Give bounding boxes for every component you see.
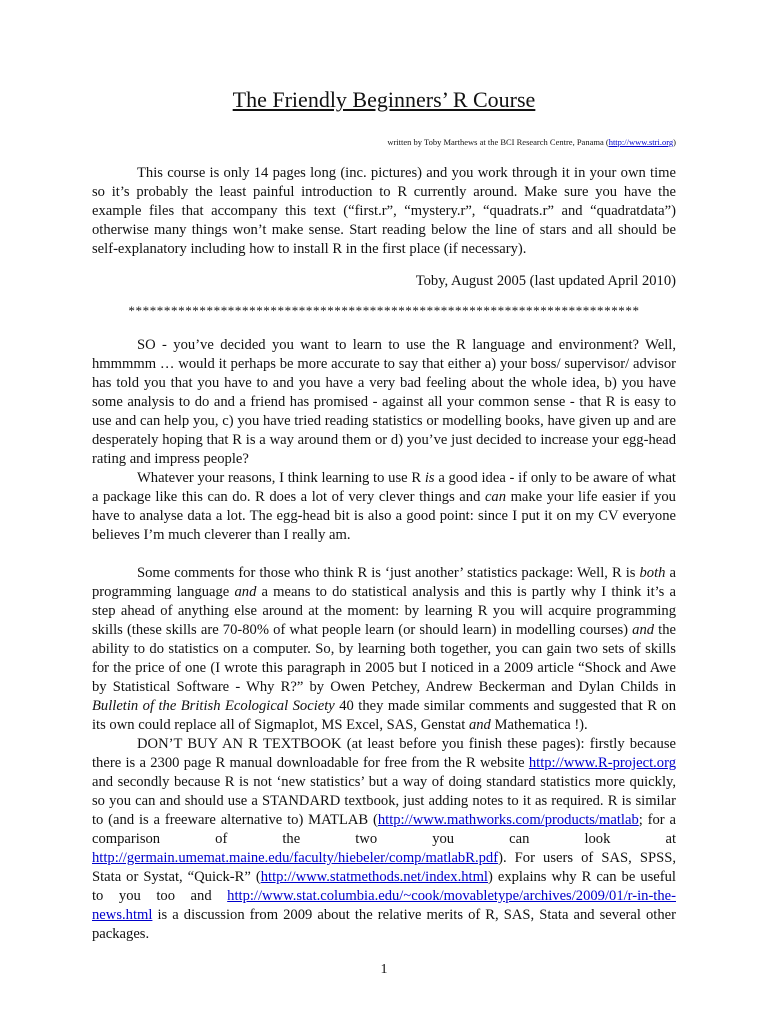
emphasis: can: [484, 489, 507, 505]
emphasis: and: [632, 622, 655, 638]
text: DON’T BUY AN R TEXTBOOK (at least before you finish these pages): firstly because there is a 2300 page R manual downloadable for free from the R website: [92, 736, 676, 771]
text: and secondly because R is not ‘new statistics’ but a way of doing standard statistics more quickly, so you can and should use a STANDARD textbook, just adding notes to it as required. R is similar to (and is a freeware alternative to) MATLAB (: [92, 774, 676, 828]
stri-link[interactable]: http://www.stri.org: [608, 137, 674, 147]
text: a means to do statistical analysis and this is partly why I think it’s a step ahead of anything else around at the moment: by learning R you will acquire programming skills (these skills are 70-80% of what people learn (or should learn) in modelling courses): [92, 584, 677, 638]
emphasis: both: [639, 565, 666, 581]
byline-close: ): [673, 137, 676, 147]
emphasis: and: [234, 584, 257, 600]
matlab-link[interactable]: http://www.mathworks.com/products/matlab: [377, 812, 639, 828]
byline: [92, 136, 676, 148]
signature: Toby, August 2005 (last updated April 2010): [415, 273, 676, 289]
text: ). For users of SAS, SPSS, Stata or Systat, “Quick-R” (: [92, 850, 676, 885]
text: ) explains why R can be useful to you too and: [92, 869, 676, 904]
paragraph-textbook: [92, 735, 676, 944]
paragraph-so: SO - you’ve decided you want to learn to use the R language and environment? Well, hmmmmm … would it perhaps be more accurate to say that either a) your boss/ supervisor/ advisor has told you that you have to and you have a very bad feeling about the whole idea, b) you have some analysis to do and a friend has promised - against all your common sense - that R is easy to use and can help you, c) you have tried reading statistics or modelling books, have given up and are desperately hoping that R is a way around them or d) you’ve just decided to increase your egg-head rating and impress people?: [92, 337, 676, 467]
r-in-the-news-link[interactable]: http://www.stat.columbia.edu/~cook/movabletype/archives/2009/01/r-in-the-news.html: [92, 888, 676, 923]
emphasis: and: [468, 717, 491, 733]
byline-text: written by Toby Marthews at the BCI Research Centre, Panama (: [387, 137, 609, 147]
text: ; for a comparison of the two you can look at: [92, 812, 676, 847]
paragraph-whatever: [92, 469, 676, 545]
matlab-r-comparison-link[interactable]: http://germain.umemat.maine.edu/faculty/hiebeler/comp/matlabR.pdf: [92, 850, 499, 866]
text: Some comments for those who think R is ‘just another’ statistics package: Well, R is: [137, 565, 640, 581]
text: is a discussion from 2009 about the relative merits of R, SAS, Stata and several other packages.: [92, 907, 676, 942]
emphasis: is: [424, 470, 435, 486]
intro-paragraph: This course is only 14 pages long (inc. pictures) and you work through it in your own time so it’s probably the least painful introduction to R currently around. Make sure you have the example files that accompany this text (“first.r”, “mystery.r”, “quadrats.r” and “quadratdata”) otherwise many things won’t make sense. Start reading below the line of stars and all should be self-explanatory including how to install R in the first place (if necessary).: [92, 165, 676, 257]
text: a programming language: [92, 565, 676, 600]
paragraph-comments: [92, 564, 676, 735]
text: a good idea - if only to be aware of what a package like this can do. R does a lot of very clever things and: [92, 470, 676, 505]
journal-title: Bulletin of the British Ecological Society: [92, 698, 335, 714]
text: Mathematica !).: [490, 717, 588, 733]
page-number: 1: [380, 962, 388, 977]
text: the ability to do statistics on a computer. So, by learning both together, you can gain two sets of skills for the price of one (I wrote this paragraph in 2005 but I noticed in a 2009 article “Shock and Awe by Statistical Software - Why R?” by Owen Petchey, Andrew Beckerman and Dylan Childs in: [92, 622, 676, 695]
text: Whatever your reasons, I think learning to use R: [137, 470, 425, 486]
text: 40 they made similar comments and suggested that R on its own could replace all of Sigmaplot, MS Excel, SAS, Genstat: [92, 698, 677, 733]
text: make your life easier if you have to analyse data a lot. The egg-head bit is also a good point: since I put it on my CV everyone believes I’m much cleverer than I really am.: [92, 489, 676, 543]
star-divider: ************************************************************************: [128, 303, 640, 318]
quick-r-link[interactable]: http://www.statmethods.net/index.html: [260, 869, 488, 885]
r-project-link[interactable]: http://www.R-project.org: [528, 755, 676, 771]
page-title: The Friendly Beginners’ R Course: [232, 87, 536, 112]
